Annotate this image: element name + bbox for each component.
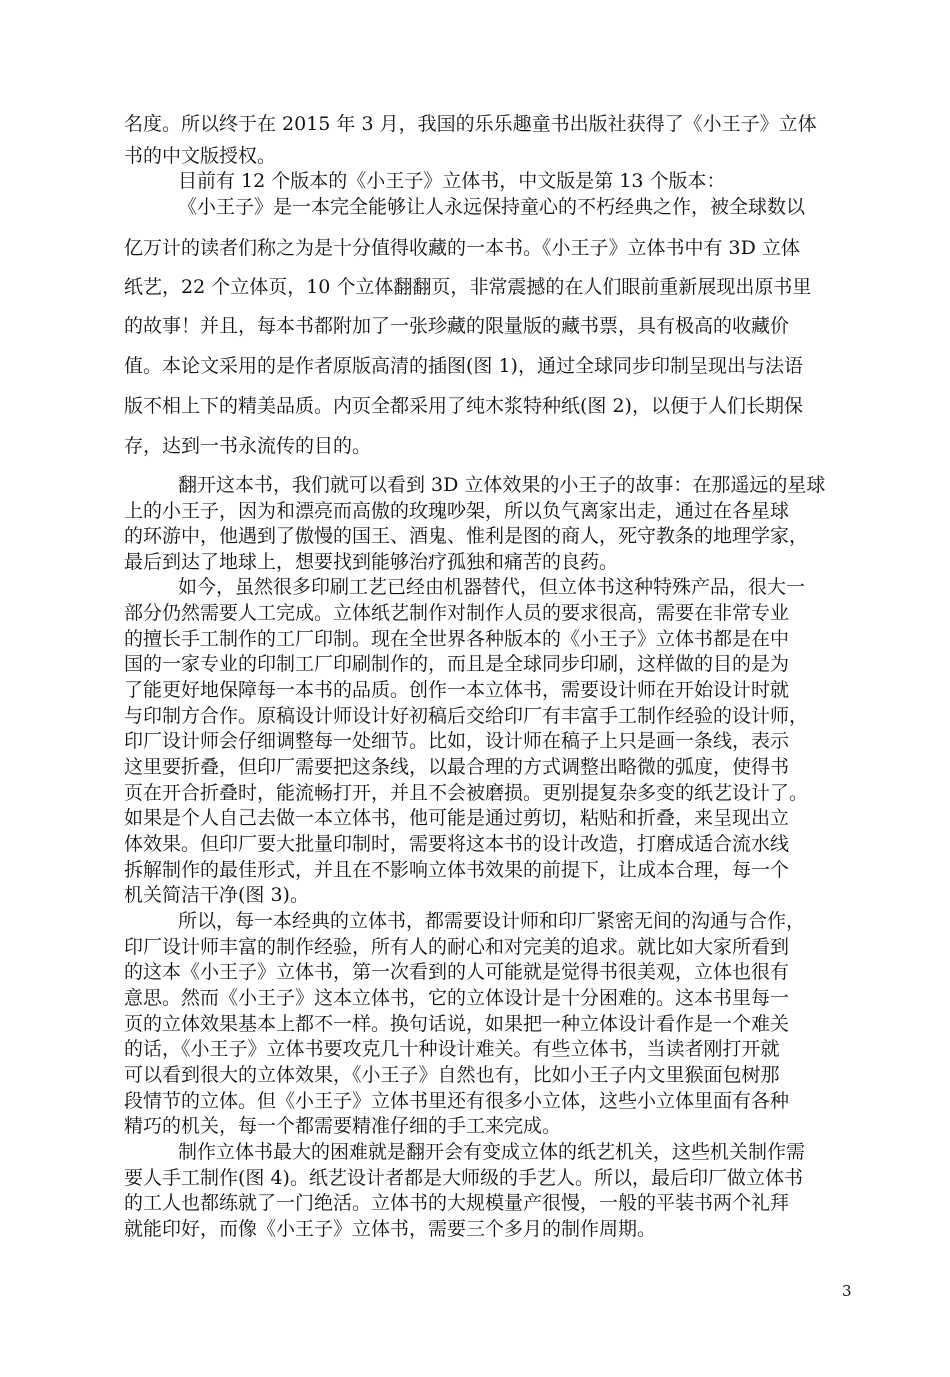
text-line: 这里要折叠，但印厂需要把这条线，以最合理的方式调整出略微的弧度，使得书 xyxy=(124,756,790,778)
text-line: 体效果。但印厂要大批量印制时，需要将这本书的设计改造，打磨成适合流水线 xyxy=(124,833,790,855)
text-line: 书的中文版授权。 xyxy=(124,145,277,167)
text-line: 《小王子》是一本完全能够让人永远保持童心的不朽经典之作，被全球数以 xyxy=(178,196,806,218)
text-line: 印厂设计师会仔细调整每一处细节。比如，设计师在稿子上只是画一条线，表示 xyxy=(124,730,790,752)
text-line: 目前有 12 个版本的《小王子》立体书，中文版是第 13 个版本： xyxy=(178,170,726,192)
text-line: 如果是个人自己去做一本立体书，他可能是通过剪切，粘贴和折叠，来呈现出立 xyxy=(124,807,790,829)
text-line: 存，达到一书永流传的目的。 xyxy=(124,435,372,457)
text-line: 意思。然而《小王子》这本立体书，它的立体设计是十分困难的。这本书里每一 xyxy=(124,987,790,1009)
text-line: 页在开合折叠时，能流畅打开，并且不会被磨损。更别提复杂多变的纸艺设计了。 xyxy=(124,782,809,804)
text-line: 值。本论文采用的是作者原版高清的插图(图 1)，通过全球同步印制呈现出与法语 xyxy=(124,355,803,377)
text-line: 段情节的立体。但《小王子》立体书里还有很多小立体，这些小立体里面有各种 xyxy=(124,1090,790,1112)
text-line: 的这本《小王子》立体书，第一次看到的人可能就是觉得书很美观，立体也很有 xyxy=(124,961,790,983)
page-number: 3 xyxy=(842,1282,852,1300)
text-line: 国的一家专业的印制工厂印刷制作的，而且是全球同步印刷，这样做的目的是为 xyxy=(124,653,790,675)
text-line: 就能印好，而像《小王子》立体书，需要三个多月的制作周期。 xyxy=(124,1218,657,1240)
text-line: 部分仍然需要人工完成。立体纸艺制作对制作人员的要求很高，需要在非常专业 xyxy=(124,602,790,624)
text-line: 纸艺，22 个立体页，10 个立体翻翻页，非常震撼的在人们眼前重新展现出原书里 xyxy=(124,276,812,298)
text-line: 可以看到很大的立体效果，《小王子》自然也有，比如小王子内文里猴面包树那 xyxy=(124,1064,780,1086)
text-line: 机关简洁干净(图 3)。 xyxy=(124,884,309,906)
text-line: 名度。所以终于在 2015 年 3 月，我国的乐乐趣童书出版社获得了《小王子》立体 xyxy=(124,113,817,135)
text-line: 了能更好地保障每一本书的品质。创作一本立体书，需要设计师在开始设计时就 xyxy=(124,679,790,701)
text-line: 的擅长手工制作的工厂印制。现在全世界各种版本的《小王子》立体书都是在中 xyxy=(124,628,790,650)
text-line: 页的立体效果基本上都不一样。换句话说，如果把一种立体设计看作是一个难关 xyxy=(124,1013,790,1035)
text-line: 精巧的机关，每一个都需要精准仔细的手工来完成。 xyxy=(124,1115,562,1137)
text-line: 拆解制作的最佳形式，并且在不影响立体书效果的前提下，让成本合理，每一个 xyxy=(124,859,790,881)
text-line: 的环游中，他遇到了傲慢的国王、酒鬼、惟利是图的商人，死守教条的地理学家， xyxy=(124,525,809,547)
text-line: 亿万计的读者们称之为是十分值得收藏的一本书。《小王子》立体书中有 3D 立体 xyxy=(124,237,800,259)
text-line: 所以，每一本经典的立体书，都需要设计师和印厂紧密无间的沟通与合作， xyxy=(178,910,806,932)
text-line: 的话，《小王子》立体书要攻克几十种设计难关。有些立体书，当读者刚打开就 xyxy=(124,1038,780,1060)
text-line: 要人手工制作(图 4)。纸艺设计者都是大师级的手艺人。所以，最后印厂做立体书 xyxy=(124,1167,803,1189)
text-line: 上的小王子，因为和漂亮而高傲的玫瑰吵架，所以负气离家出走，通过在各星球 xyxy=(124,500,790,522)
text-line: 印厂设计师丰富的制作经验，所有人的耐心和对完美的追求。就比如大家所看到 xyxy=(124,936,790,958)
text-line: 的工人也都练就了一门绝活。立体书的大规模量产很慢，一般的平装书两个礼拜 xyxy=(124,1192,790,1214)
text-line: 制作立体书最大的困难就是翻开会有变成立体的纸艺机关，这些机关制作需 xyxy=(178,1141,806,1163)
text-line: 如今，虽然很多印刷工艺已经由机器替代，但立体书这种特殊产品，很大一 xyxy=(178,576,806,598)
text-line: 最后到达了地球上，想要找到能够治疗孤独和痛苦的良药。 xyxy=(124,551,619,573)
text-line: 版不相上下的精美品质。内页全都采用了纯木浆特种纸(图 2)，以便于人们长期保 xyxy=(124,395,803,417)
text-line: 与印制方合作。原稿设计师设计好初稿后交给印厂有丰富手工制作经验的设计师， xyxy=(124,705,809,727)
text-line: 翻开这本书，我们就可以看到 3D 立体效果的小王子的故事：在那遥远的星球 xyxy=(178,474,826,496)
text-line: 的故事！并且，每本书都附加了一张珍藏的限量版的藏书票，具有极高的收藏价 xyxy=(124,315,790,337)
